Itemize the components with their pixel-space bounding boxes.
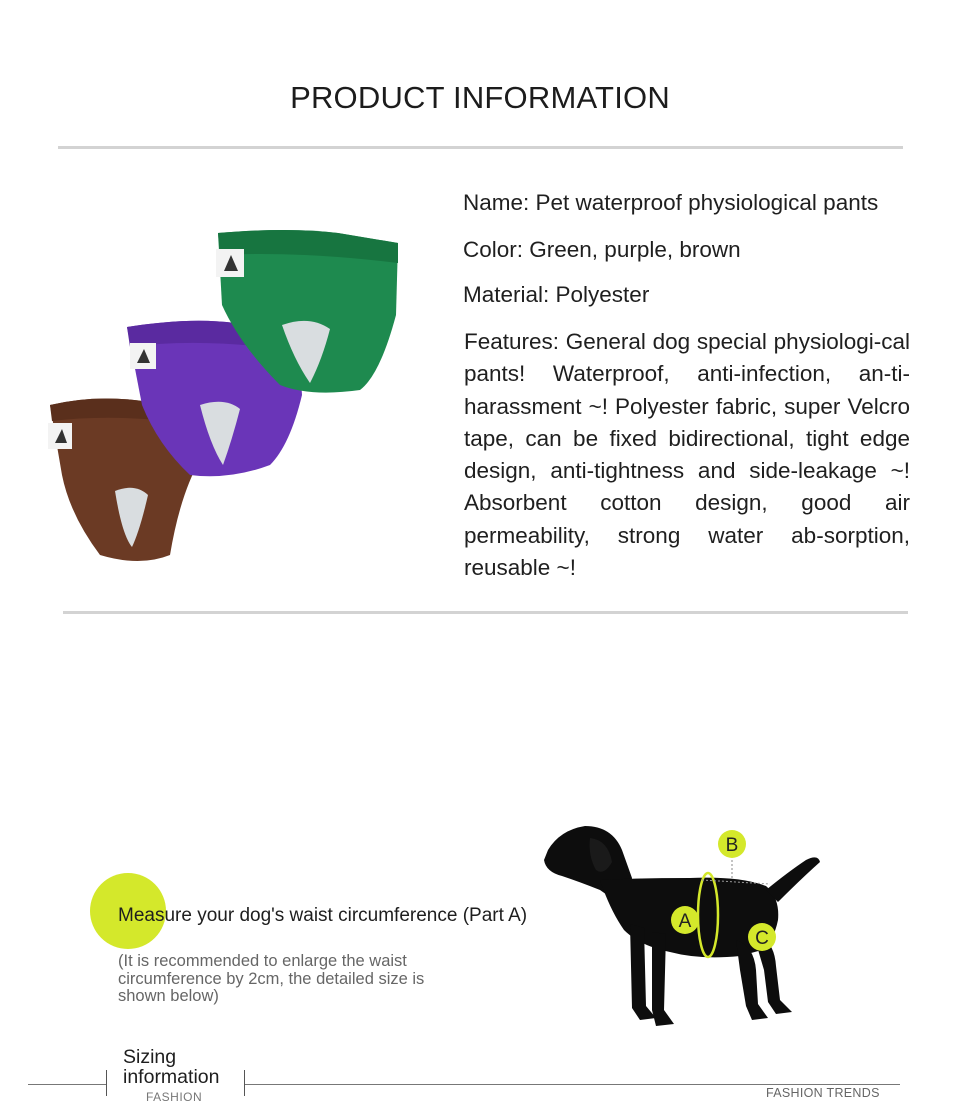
- product-image: [40, 225, 410, 575]
- point-c-label: C: [755, 928, 769, 949]
- footer-right-tick: [244, 1070, 245, 1096]
- sizing-heading: [123, 1047, 219, 1087]
- footer-right-rule: [245, 1084, 900, 1085]
- middle-divider: [63, 611, 908, 614]
- top-divider: [58, 146, 903, 149]
- product-color: Color: Green, purple, brown: [463, 237, 741, 262]
- product-features: Features: General dog special physiologi-cal pants! Waterproof, anti-infection, an-ti-harassment ~! Polyester fabric, super Velcro tape, can be fixed bidirectional, tight edge design, anti-tightness and side-leakage ~! Absorbent cotton design, good air permeability, strong water ab-sorption, reusable ~!: [464, 329, 910, 581]
- sizing-line-1: Sizing: [123, 1046, 177, 1068]
- dog-diagram: [540, 820, 830, 1040]
- product-name: Name: Pet waterproof physiological pants: [463, 190, 879, 215]
- footer-left-rule: [28, 1084, 106, 1085]
- measure-note: (It is recommended to enlarge the waist circumference by 2cm, the detailed size is shown below): [118, 952, 425, 1005]
- page-title: PRODUCT INFORMATION: [290, 80, 670, 115]
- footer-left-tick: [106, 1070, 107, 1096]
- sizing-line-2: information: [123, 1066, 220, 1088]
- point-a-label: A: [678, 911, 692, 932]
- measure-heading: Measure your dog's waist circumference (Part A): [118, 905, 528, 926]
- fashion-label: FASHION: [146, 1090, 203, 1104]
- point-b-label: B: [725, 835, 739, 856]
- product-material: Material: Polyester: [463, 282, 650, 307]
- fashion-trends-label: FASHION TRENDS: [766, 1086, 880, 1100]
